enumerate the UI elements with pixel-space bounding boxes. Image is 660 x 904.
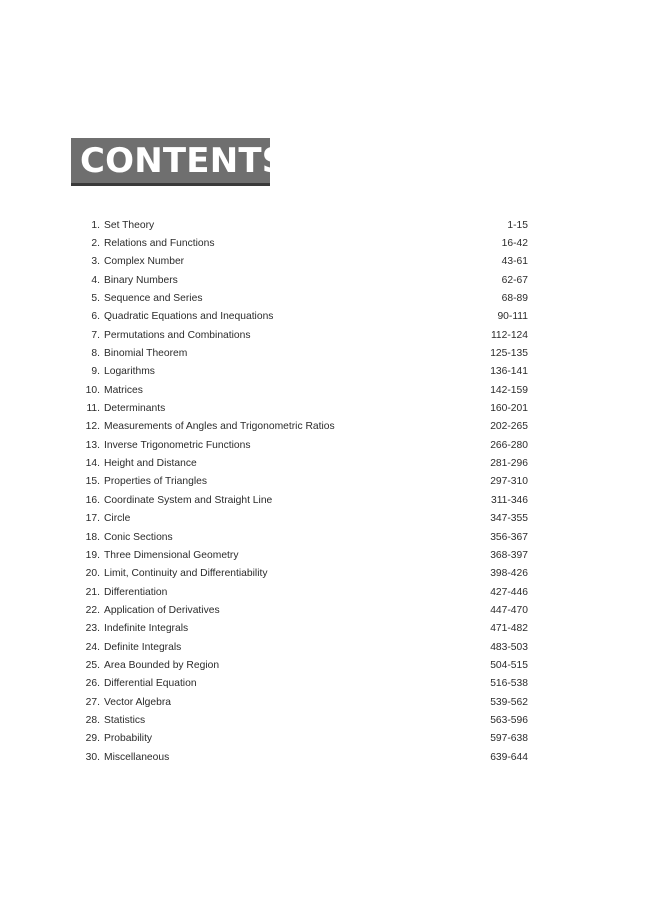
- toc-entry-title: Probability: [104, 733, 153, 745]
- toc-entry-title: Permutations and Combinations: [104, 329, 251, 341]
- toc-entry-pages: 1-15: [507, 219, 528, 231]
- toc-entry: [80, 344, 528, 362]
- toc-entry: [80, 473, 528, 491]
- toc-entry-title: Matrices: [104, 384, 143, 396]
- toc-entry-pages: 563-596: [490, 714, 528, 726]
- toc-entry-number: 25.: [85, 659, 100, 671]
- toc-entry-pages: 356-367: [490, 531, 528, 543]
- toc-entry-title: Inverse Trigonometric Functions: [104, 439, 251, 451]
- toc-entry-pages: 297-310: [490, 476, 528, 488]
- toc-entry: [80, 583, 528, 601]
- toc-entry-title: Statistics: [104, 714, 146, 726]
- toc-entry-pages: 202-265: [490, 421, 528, 433]
- toc-entry-title: Area Bounded by Region: [104, 659, 220, 671]
- toc-entry-number: 18.: [85, 531, 100, 543]
- toc-entry-pages: 597-638: [490, 733, 528, 745]
- toc-entry-pages: 471-482: [490, 623, 528, 635]
- toc-entry-number: 14.: [85, 458, 100, 470]
- toc-entry-title: Height and Distance: [104, 458, 197, 470]
- toc-entry-title: Application of Derivatives: [104, 604, 220, 616]
- toc-entry-title: Differential Equation: [104, 678, 197, 690]
- toc-entry: [80, 620, 528, 638]
- toc-entry-number: 4.: [91, 274, 100, 286]
- toc-entry-number: 5.: [91, 293, 100, 305]
- toc-entry-pages: 136-141: [490, 366, 528, 378]
- toc-entry: [80, 711, 528, 729]
- toc-entry-pages: 539-562: [490, 696, 528, 708]
- toc-entry-pages: 281-296: [490, 458, 528, 470]
- toc-entry: [80, 253, 528, 271]
- toc-entry-title: Conic Sections: [104, 531, 173, 543]
- toc-entry-pages: 90-111: [497, 311, 528, 323]
- toc-entry-number: 17.: [85, 513, 100, 525]
- toc-entry-number: 16.: [85, 494, 100, 506]
- toc-entry-pages: 483-503: [490, 641, 528, 653]
- toc-entry-number: 22.: [85, 604, 100, 616]
- toc-entry-title: Measurements of Angles and Trigonometric Ratios: [104, 421, 335, 433]
- toc-entry-number: 23.: [85, 623, 100, 635]
- toc-entry: [80, 271, 528, 289]
- toc-entry-number: 11.: [86, 403, 100, 415]
- toc-entry-pages: 68-89: [501, 293, 528, 305]
- toc-entry: [80, 693, 528, 711]
- toc-entry-pages: 639-644: [490, 751, 528, 763]
- toc-entry-number: 1.: [91, 219, 100, 231]
- toc-entry: [80, 730, 528, 748]
- toc-entry: [80, 491, 528, 509]
- toc-entry-number: 24.: [85, 641, 100, 653]
- toc-entry-number: 26.: [85, 678, 100, 690]
- toc-entry-pages: 311-346: [490, 494, 528, 506]
- toc-entry-number: 28.: [85, 714, 100, 726]
- toc-entry-number: 29.: [85, 733, 100, 745]
- toc-entry: [80, 399, 528, 417]
- toc-entry-pages: 62-67: [501, 274, 528, 286]
- toc-entry-pages: 160-201: [490, 403, 528, 415]
- toc-entry-number: 8.: [91, 348, 100, 360]
- toc-entry-number: 13.: [85, 439, 100, 451]
- toc-entry-pages: 427-446: [490, 586, 528, 598]
- toc-entry: [80, 748, 528, 766]
- toc-entry: [80, 656, 528, 674]
- toc-entry-title: Three Dimensional Geometry: [104, 549, 239, 561]
- toc-entry-number: 27.: [85, 696, 100, 708]
- toc-entry-number: 2.: [91, 238, 100, 250]
- toc-entry-title: Set Theory: [104, 219, 155, 231]
- toc-entry: [80, 326, 528, 344]
- toc-entry-title: Properties of Triangles: [104, 476, 208, 488]
- toc-entry-number: 15.: [85, 476, 100, 488]
- toc-entry-number: 19.: [85, 549, 100, 561]
- toc-entry-title: Quadratic Equations and Inequations: [104, 311, 274, 323]
- toc-entry-number: 30.: [85, 751, 100, 763]
- toc-entry-title: Miscellaneous: [104, 751, 170, 763]
- toc-entry-pages: 112-124: [490, 329, 528, 341]
- toc-entry: [80, 216, 528, 234]
- table-of-contents: [80, 216, 528, 766]
- toc-entry: [80, 289, 528, 307]
- toc-entry-title: Logarithms: [104, 366, 155, 378]
- toc-entry: [80, 418, 528, 436]
- toc-entry: [80, 546, 528, 564]
- toc-entry-pages: 347-355: [490, 513, 528, 525]
- toc-entry-pages: 368-397: [490, 549, 528, 561]
- toc-entry: [80, 510, 528, 528]
- toc-entry: [80, 234, 528, 252]
- toc-entry-title: Binomial Theorem: [104, 348, 188, 360]
- toc-entry: [80, 363, 528, 381]
- toc-entry-title: Vector Algebra: [104, 696, 171, 708]
- toc-entry-title: Complex Number: [104, 256, 185, 268]
- toc-entry: [80, 638, 528, 656]
- toc-entry-title: Coordinate System and Straight Line: [104, 494, 273, 506]
- toc-entry-pages: 266-280: [490, 439, 528, 451]
- toc-entry-title: Differentiation: [104, 586, 168, 598]
- toc-entry-pages: 516-538: [490, 678, 528, 690]
- toc-entry-pages: 16-42: [501, 238, 528, 250]
- toc-entry-title: Indefinite Integrals: [104, 623, 189, 635]
- toc-entry: [80, 675, 528, 693]
- toc-entry: [80, 528, 528, 546]
- toc-entry: [80, 381, 528, 399]
- toc-entry-pages: 142-159: [490, 384, 528, 396]
- toc-entry-title: Limit, Continuity and Differentiability: [104, 568, 268, 580]
- toc-entry: [80, 454, 528, 472]
- toc-entry-pages: 447-470: [490, 604, 528, 616]
- toc-entry: [80, 308, 528, 326]
- toc-entry-pages: 43-61: [501, 256, 528, 268]
- toc-entry-number: 20.: [85, 568, 100, 580]
- toc-entry-number: 10.: [85, 384, 100, 396]
- toc-entry: [80, 436, 528, 454]
- toc-entry-pages: 398-426: [490, 568, 528, 580]
- toc-entry-pages: 504-515: [490, 659, 528, 671]
- page-title: CONTENTS: [71, 138, 270, 186]
- toc-entry-number: 9.: [91, 366, 100, 378]
- toc-entry: [80, 601, 528, 619]
- toc-entry-number: 21.: [85, 586, 100, 598]
- toc-entry-number: 7.: [91, 329, 100, 341]
- toc-entry-title: Binary Numbers: [104, 274, 178, 286]
- toc-entry-title: Relations and Functions: [104, 238, 215, 250]
- toc-entry-number: 12.: [85, 421, 100, 433]
- toc-entry: [80, 565, 528, 583]
- toc-entry-number: 6.: [91, 311, 100, 323]
- toc-entry-title: Definite Integrals: [104, 641, 182, 653]
- toc-entry-title: Circle: [104, 513, 131, 525]
- toc-entry-pages: 125-135: [490, 348, 528, 360]
- toc-entry-title: Sequence and Series: [104, 293, 203, 305]
- toc-entry-number: 3.: [91, 256, 100, 268]
- toc-entry-title: Determinants: [104, 403, 166, 415]
